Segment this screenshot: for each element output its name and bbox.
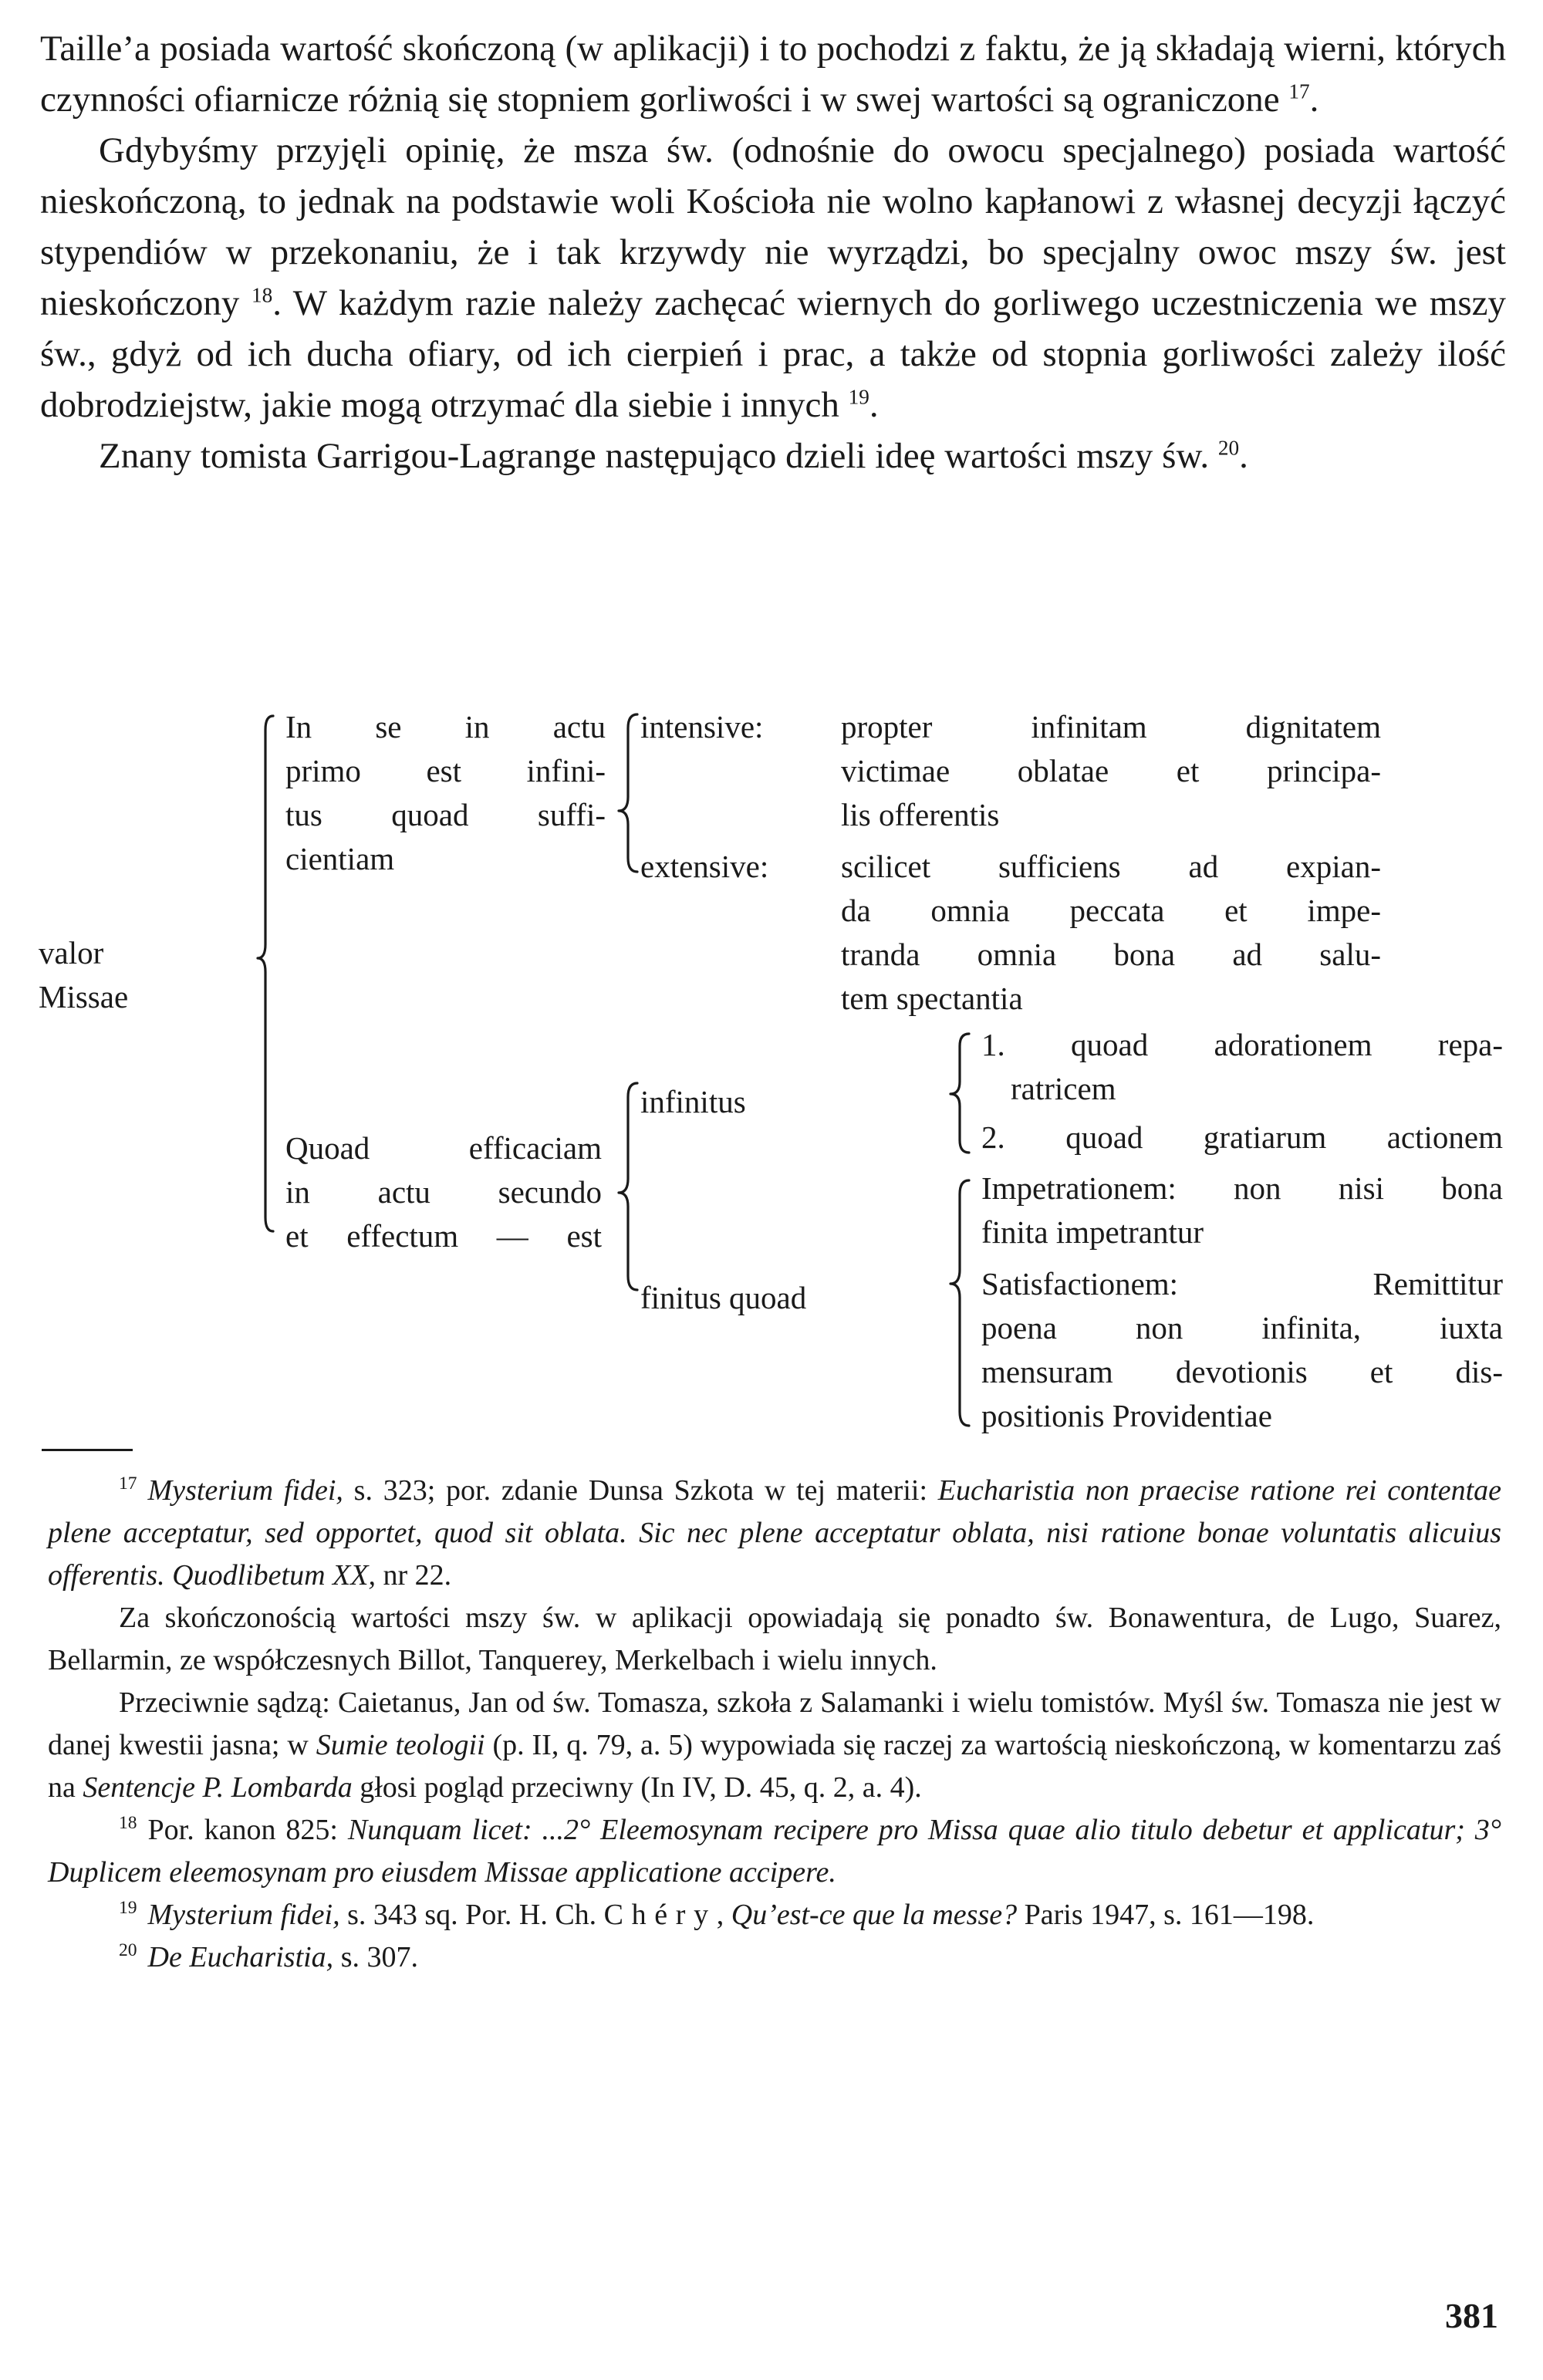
extensive-line: tem spectantia: [841, 981, 1023, 1016]
finitus-item: Satisfactionem: Remittitur: [981, 1266, 1503, 1301]
intensive-label: intensive:: [640, 709, 764, 744]
quoad-line: et effectum — est: [285, 1218, 602, 1254]
in-se-line: tus quoad suffi-: [285, 797, 606, 832]
finitus-item: positionis Providentiae: [981, 1398, 1272, 1433]
main-brace: [258, 716, 273, 1231]
scheme-root-missae: Missae: [39, 979, 129, 1014]
paragraph: Taille’a posiada wartość skończoną (w aplikacji) i to pochodzi z faktu, że ją składają wierni, których czynności ofiarnicze różnią się stopniem gorliwości i w swej wartości są ograniczone $^{17}$.: [40, 29, 1506, 120]
quoad-line: Quoad efficaciam: [285, 1130, 602, 1166]
quoad-line: in actu secundo: [285, 1174, 602, 1210]
footnote-18: $^{18}$ Por. kanon 825: Nunquam licet: ...2° Eleemosynam recipere pro Missa quae alio titulo debetur et applicatur; 3° Duplicem eleemosynam pro eiusdem Missae applicatione accipere.: [48, 1813, 1502, 1889]
paragraph: Znany tomista Garrigou-Lagrange następująco dzieli ideę wartości mszy św. $^{20}$.: [99, 436, 1248, 476]
footnote-20: $^{20}$ De Eucharistia, s. 307.: [119, 1940, 418, 1973]
primo-brace: [619, 714, 637, 872]
paragraph: Gdybyśmy przyjęli opinię, że msza św. (odnośnie do owocu specjalnego) posiada wartość nieskończoną, to jednak na podstawie woli Kościoła nie wolno kapłanowi z własnej decyzji łączyć stypendiów w przekonaniu, że i tak krzywdy nie wyrządzi, bo specjalny owoc mszy św. jest nieskończony $^{18}$. W każdym razie należy zachęcać wiernych do gorliwego uczestniczenia we mszy św., gdyż od ich ducha ofiary, od ich cierpień i prac, a także od stopnia gorliwości zależy ilość dobrodziejstw, jakie mogą otrzymać dla siebie i innych $^{19}$.: [40, 130, 1506, 425]
page-number: 381: [1445, 2296, 1498, 2335]
secundo-brace: [619, 1083, 637, 1290]
finitus-item: mensuram devotionis et dis-: [981, 1354, 1503, 1389]
in-se-line: In se in actu: [285, 709, 606, 744]
footnote-ref[interactable]: 17: [1288, 79, 1310, 103]
extensive-label: extensive:: [640, 849, 769, 884]
in-se-line: cientiam: [285, 841, 395, 876]
footnote-17-continued: Za skończonością wartości mszy św. w aplikacji opowiadają się ponadto św. Bonawentura, de Lugo, Suarez, Bellarmin, ze współczesnych Billot, Tanquerey, Merkelbach i wielu innych.: [48, 1602, 1501, 1676]
scheme-root-valor: valor: [39, 935, 104, 971]
extensive-line: da omnia peccata et impe-: [841, 893, 1381, 928]
finitus-label: finitus quoad: [640, 1280, 807, 1315]
footnote-ref[interactable]: 18: [252, 283, 273, 307]
footnote-17-continued: Przeciwnie sądzą: Caietanus, Jan od św. Tomasza, szkoła z Salamanki i wielu tomistów. Myśl św. Tomasza nie jest w danej kwestii jasna; w Sumie teologii (p. II, q. 79, a. 5) wypowiada się raczej za wartością nieskończoną, w komentarzu zaś na Sentencje P. Lombarda głosi pogląd przeciwny (In IV, D. 45, q. 2, a. 4).: [48, 1686, 1501, 1804]
footnote-19: $^{19}$ Mysterium fidei, s. 343 sq. Por. H. Ch. Chéry, Qu’est-ce que la messe? Paris 1947, s. 161—198.: [119, 1898, 1315, 1931]
extensive-line: tranda omnia bona ad salu-: [841, 937, 1381, 972]
finitus-item: Impetrationem: non nisi bona: [981, 1170, 1503, 1206]
extensive-line: scilicet sufficiens ad expian-: [841, 849, 1381, 884]
footnote-17: $^{17}$ Mysterium fidei, s. 323; por. zdanie Dunsa Szkota w tej materii: Eucharistia non praecise ratione rei contentae plene acceptatur, sed opportet, quod sit oblata. Sic nec plene acceptatur oblata, nisi ratione bonae voluntatis alicuius offerentis. Quodlibetum XX, nr 22.: [48, 1474, 1501, 1592]
intensive-line: propter infinitam dignitatem: [841, 709, 1381, 744]
footnote-number: 17: [119, 1474, 137, 1494]
in-se-line: primo est infini-: [285, 753, 606, 788]
finitus-item: finita impetrantur: [981, 1214, 1204, 1250]
footnote-number: 19: [119, 1898, 137, 1919]
intensive-line: victimae oblatae et principa-: [841, 753, 1381, 788]
footnotes: [48, 1470, 1501, 1979]
footnote-separator: [42, 1449, 133, 1451]
infinitus-brace: [950, 1034, 969, 1153]
infinitus-label: infinitus: [640, 1084, 746, 1119]
finitus-brace: [950, 1180, 969, 1426]
infinitus-item: ratricem: [1011, 1071, 1116, 1106]
footnote-number: 20: [119, 1940, 137, 1961]
finitus-item: poena non infinita, iuxta: [981, 1310, 1503, 1345]
footnote-ref[interactable]: 20: [1217, 436, 1240, 460]
footnote-number: 18: [119, 1813, 137, 1834]
intensive-line: lis offerentis: [841, 797, 1000, 832]
infinitus-item: 2. quoad gratiarum actionem: [981, 1119, 1503, 1155]
footnote-ref[interactable]: 19: [848, 385, 869, 409]
infinitus-item: 1. quoad adorationem repa-: [981, 1027, 1503, 1062]
